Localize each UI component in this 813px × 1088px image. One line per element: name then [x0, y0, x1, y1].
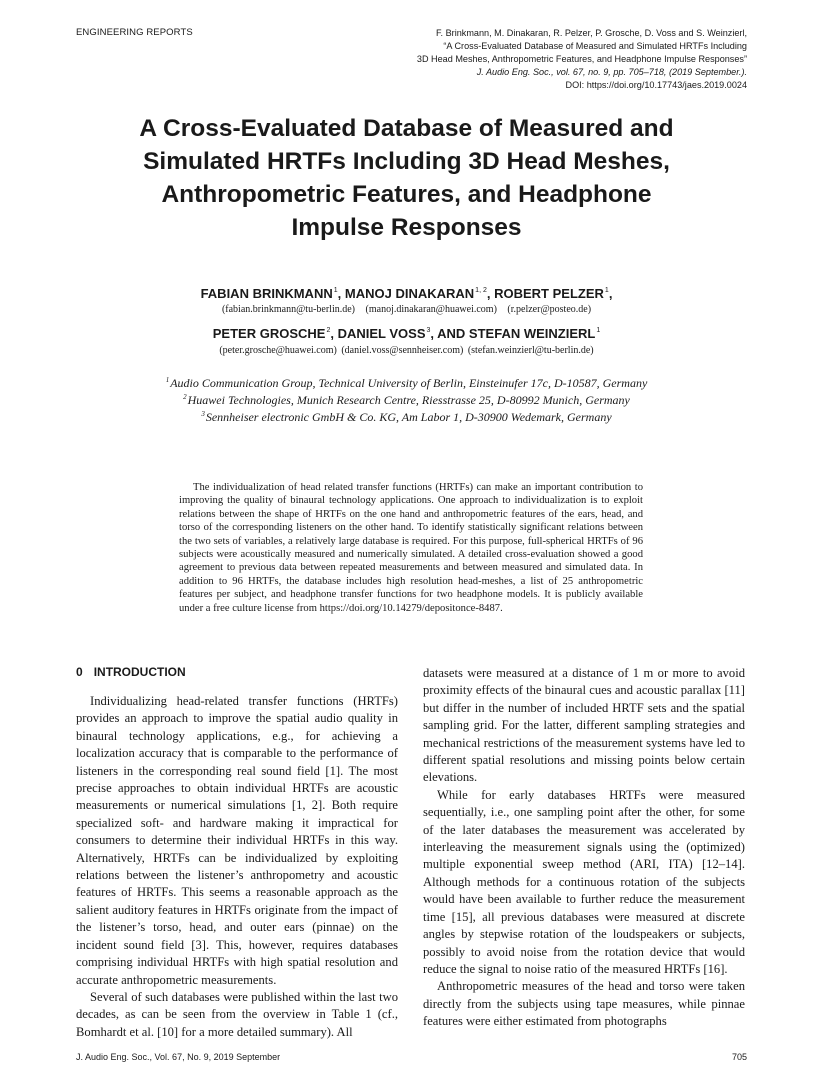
body-paragraph: datasets were measured at a distance of 1 m or more to avoid proximity effects of the binaural cues and acoustic parallax [11] but differ in the number of included HRTF sets and the spatial sampling grid. For the latter, different sampling strategies and mechanical restrictions of the measurement systems have led to different spatial resolutions and missing points below certain elevations. — [423, 666, 745, 785]
affiliation-sup: 3 — [201, 410, 205, 418]
affiliation — [80, 393, 733, 408]
paper-title — [80, 112, 733, 244]
author-affil-sup: 1, 2 — [475, 287, 487, 294]
author-email[interactable]: (daniel.voss@sennheiser.com) — [341, 345, 464, 356]
author-separator: , — [337, 286, 342, 301]
author-name: DANIEL VOSS — [337, 326, 426, 341]
page-footer-citation: J. Audio Eng. Soc., Vol. 67, No. 9, 2019 September — [76, 1052, 281, 1062]
citation-line: F. Brinkmann, M. Dinakaran, R. Pelzer, P. Grosche, D. Voss and S. Weinzierl, — [436, 28, 747, 38]
running-header-section: ENGINEERING REPORTS — [76, 27, 193, 38]
section-title: INTRODUCTION — [93, 665, 186, 679]
author-name: ROBERT PELZER — [494, 286, 604, 301]
author-affil-sup: 1 — [604, 287, 609, 294]
author-emails-row-2 — [80, 345, 733, 356]
body-column-left — [76, 693, 398, 1041]
author-email[interactable]: (fabian.brinkmann@tu-berlin.de) — [221, 304, 356, 315]
author-name: AND STEFAN WEINZIERL — [437, 326, 596, 341]
body-column-right — [423, 665, 745, 1031]
citation-block — [327, 27, 747, 92]
author-email[interactable]: (stefan.weinzierl@tu-berlin.de) — [467, 345, 594, 356]
page-number: 705 — [731, 1052, 747, 1062]
citation-line: J. Audio Eng. Soc., vol. 67, no. 9, pp. 705–718, (2019 September.). — [476, 67, 747, 77]
author-email[interactable]: (peter.grosche@huawei.com) — [219, 345, 337, 356]
author-separator: , — [486, 286, 491, 301]
author-affil-sup: 2 — [326, 327, 331, 334]
title-line: Anthropometric Features, and Headphone — [161, 181, 652, 208]
title-line: Impulse Responses — [291, 214, 522, 241]
author-separator: , — [330, 326, 334, 341]
author-email[interactable]: (manoj.dinakaran@huawei.com) — [365, 304, 497, 315]
citation-line: 3D Head Meshes, Anthropometric Features, and Headphone Impulse Responses” — [416, 54, 747, 64]
affiliation-text: Audio Communication Group, Technical University of Berlin, Einsteinufer 17c, D-10587, Germany — [170, 376, 648, 390]
body-paragraph: Individualizing head-related transfer functions (HRTFs) provides an approach to improve the spatial audio quality in binaural technology applications, e.g., for achieving a localization accuracy that is comparable to the performance of listeners in the corresponding real sound field [1]. The most precise approaches to obtain individual HRTFs are acoustic measurements or numerical simulations [1, 2]. Both require specialized soft- and hardware making it impractical for consumers to determine their individual HRTFs in this way. Alternatively, HRTFs can be individualized by exploiting relations between the listener’s anthropometry and acoustic features of HRTFs. This seems a reasonable approach as the salient auditory features in HRTFs originate from the impact of the listener’s torso, head, and outer ears (pinnae) on the incident sound field [3]. This, however, requires databases comprising individual HRTFs with high spatial resolution and accurate anthropometric measurements. — [76, 694, 398, 987]
affiliation — [80, 376, 733, 391]
title-line: Simulated HRTFs Including 3D Head Meshes, — [143, 148, 670, 175]
author-list-row-1 — [80, 286, 733, 301]
author-affil-sup: 1 — [333, 287, 338, 294]
author-name: FABIAN BRINKMANN — [200, 286, 333, 301]
citation-line: “A Cross-Evaluated Database of Measured and Simulated HRTFs Including — [443, 41, 747, 51]
author-emails-row-1 — [80, 304, 733, 315]
body-paragraph: While for early databases HRTFs were measured sequentially, i.e., one sampling point after the other, for some of the later databases the measurement was accelerated by interleaving the measurement signals using the (optimized) multiple exponential sweep method (ARI, ITA) [12–14]. Although methods for a continuous rotation of the subjects would have been available to further reduce the measurement time [15], all previous databases were measured at discrete angles by stepwise rotation of the loudspeakers or subjects, possibly to avoid noise from the rotation device that would reduce the signal to noise ratio of the measured HRTFs [16]. — [423, 787, 745, 976]
author-affil-sup: 1 — [596, 327, 601, 334]
author-email[interactable]: (r.pelzer@posteo.de) — [507, 304, 592, 315]
affiliation-text: Huawei Technologies, Munich Research Centre, Riesstrasse 25, D-80992 Munich, Germany — [187, 393, 630, 407]
author-separator: , — [608, 286, 613, 301]
author-affil-sup: 3 — [426, 327, 431, 334]
author-separator: , — [430, 326, 435, 341]
affiliation-sup: 2 — [183, 393, 187, 401]
author-list-row-2 — [80, 326, 733, 341]
doi-line[interactable]: DOI: https://doi.org/10.17743/jaes.2019.0024 — [565, 80, 747, 90]
abstract: The individualization of head related transfer functions (HRTFs) can make an important contribution to improving the quality of binaural technology applications. One approach to individualization is to exploit relations between the shape of HRTFs on the one hand and anthropometric features of the ears, head, and torso of the corresponding listeners on the other hand. To identify statistically significant relations between the two sets of variables, a relatively large database is required. For this purpose, full-spherical HRTFs of 96 subjects were acoustically measured and numerically simulated. A detailed cross-evaluation showed a good agreement to previous data between repeated measurements and between measured and simulated data. In addition to 96 HRTFs, the database includes high resolution head-meshes, a list of 25 anthropometric features per subject, and headphone transfer functions for two headphone models. It is publicly available under a free culture license from https://doi.org/10.14279/depositonce-8487. — [179, 482, 643, 614]
title-line: A Cross-Evaluated Database of Measured and — [139, 115, 674, 142]
author-name: MANOJ DINAKARAN — [344, 286, 475, 301]
affiliation-sup: 1 — [165, 376, 170, 384]
section-number: 0 — [76, 665, 83, 679]
affiliation — [80, 410, 733, 425]
body-paragraph: Several of such databases were published within the last two decades, as can be seen from the overview in Table 1 (cf., Bomhardt et al. [10] for a more detailed summary). All — [76, 989, 398, 1039]
author-name: PETER GROSCHE — [212, 326, 326, 341]
body-paragraph: Anthropometric measures of the head and torso were taken directly from the subjects using tape measures, while pinnae features were either estimated from photographs — [423, 979, 745, 1029]
section-heading — [76, 665, 186, 679]
affiliation-text: Sennheiser electronic GmbH & Co. KG, Am Labor 1, D-30900 Wedemark, Germany — [205, 410, 612, 424]
